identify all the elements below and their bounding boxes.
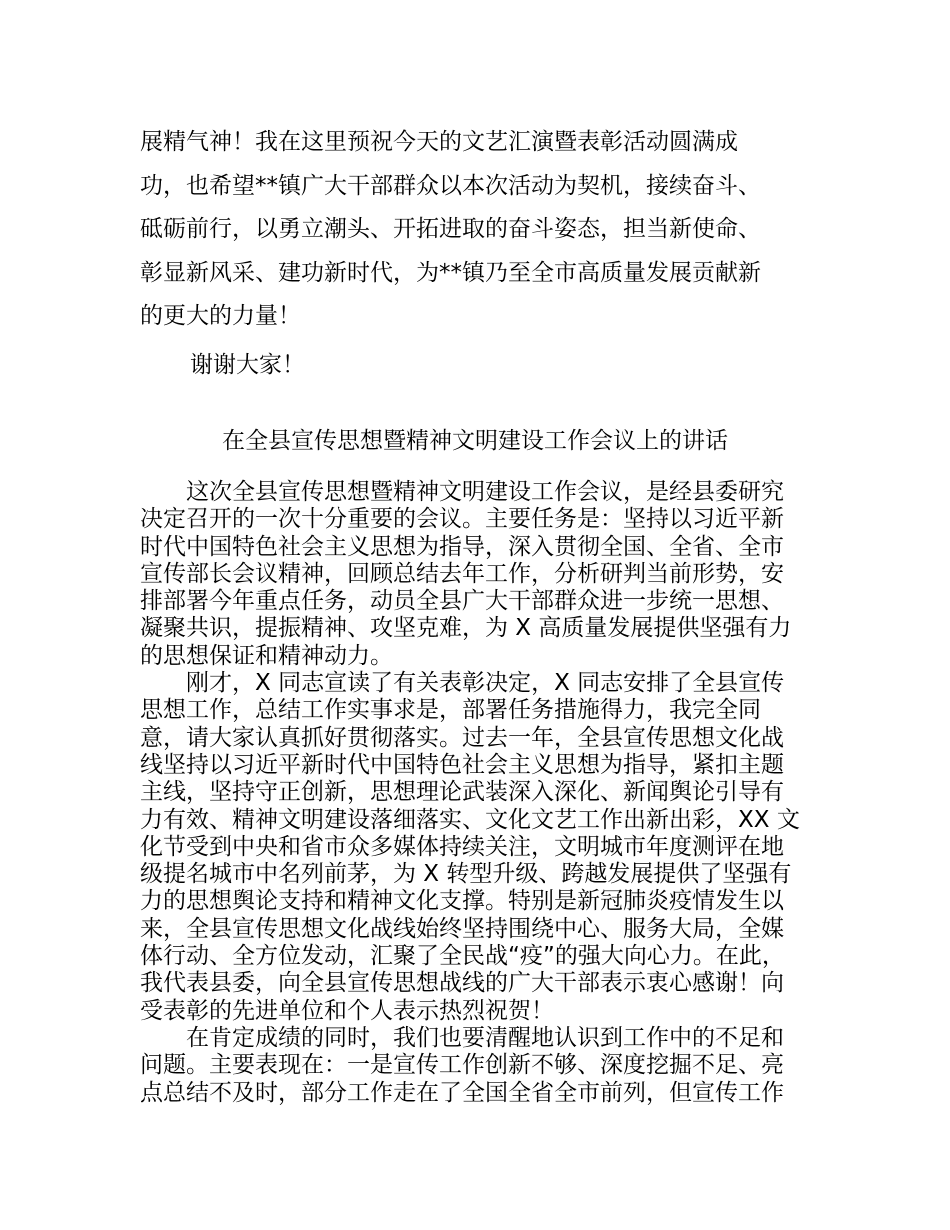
text-line: 时代中国特色社会主义思想为指导，深入贯彻全国、全省、全市 [140, 533, 784, 560]
speech-body [140, 479, 820, 1107]
text-line: 力的思想舆论支持和精神文化支撑。特别是新冠肺炎疫情发生以 [140, 888, 784, 915]
text-line: 点总结不及时，部分工作走在了全国全省全市前列，但宣传工作 [140, 1079, 784, 1106]
text-line: 的思想保证和精神动力。 [140, 642, 393, 669]
text-line: 的更大的力量！ [140, 303, 301, 330]
text-line: 级提名城市中名列前茅，为 X 转型升级、跨越发展提供了坚强有 [140, 861, 792, 888]
text-line: 受表彰的先进单位和个人表示热烈祝贺！ [140, 997, 554, 1024]
text-line: 功，也希望**镇广大干部群众以本次活动为契机，接续奋斗、 [140, 172, 761, 199]
text-line: 凝聚共识，提振精神、攻坚克难，为 X 高质量发展提供坚强有力 [140, 615, 792, 642]
text-line: 来，全县宣传思想文化战线始终坚持围绕中心、服务大局，全媒 [140, 915, 784, 942]
paragraph-first-line: 这次全县宣传思想暨精神文明建设工作会议，是经县委研究 [186, 479, 784, 505]
text-line: 化节受到中央和省市众多媒体持续关注，文明城市年度测评在地 [140, 833, 784, 860]
text-line: 问题。主要表现在：一是宣传工作创新不够、深度挖掘不足、亮 [140, 1052, 784, 1079]
continuation-paragraph [140, 121, 820, 339]
text-line: 决定召开的一次十分重要的会议。主要任务是：坚持以习近平新 [140, 506, 784, 533]
closing-remark: 谢谢大家！ [190, 352, 305, 378]
text-line: 体行动、全方位发动，汇聚了全民战“疫”的强大向心力。在此， [140, 943, 785, 970]
paragraph-first-line: 在肯定成绩的同时，我们也要清醒地认识到工作中的不足和 [186, 1024, 784, 1051]
text-line: 展精气神！我在这里预祝今天的文艺汇演暨表彰活动圆满成 [140, 129, 738, 155]
text-line: 线坚持以习近平新时代中国特色社会主义思想为指导，紧扣主题 [140, 751, 784, 778]
text-line: 意，请大家认真抓好贯彻落实。过去一年，全县宣传思想文化战 [140, 724, 784, 751]
text-line: 排部署今年重点任务，动员全县广大干部群众进一步统一思想、 [140, 588, 784, 615]
speech-title: 在全县宣传思想暨精神文明建设工作会议上的讲话 [222, 428, 728, 454]
paragraph-first-line: 刚才，X 同志宣读了有关表彰决定，X 同志安排了全县宣传 [186, 670, 785, 697]
text-line: 主线，坚持守正创新，思想理论武装深入深化、新闻舆论引导有 [140, 779, 784, 806]
text-line: 思想工作，总结工作实事求是，部署任务措施得力，我完全同 [140, 697, 761, 724]
text-line: 宣传部长会议精神，回顾总结去年工作，分析研判当前形势，安 [140, 560, 784, 587]
text-line: 砥砺前行，以勇立潮头、开拓进取的奋斗姿态，担当新使命、 [140, 216, 761, 243]
text-line: 力有效、精神文明建设落细落实、文化文艺工作出新出彩，XX 文 [140, 806, 800, 833]
text-line: 我代表县委，向全县宣传思想战线的广大干部表示衷心感谢！向 [140, 970, 784, 997]
text-line: 彰显新风采、建功新时代，为**镇乃至全市高质量发展贡献新 [140, 259, 761, 286]
